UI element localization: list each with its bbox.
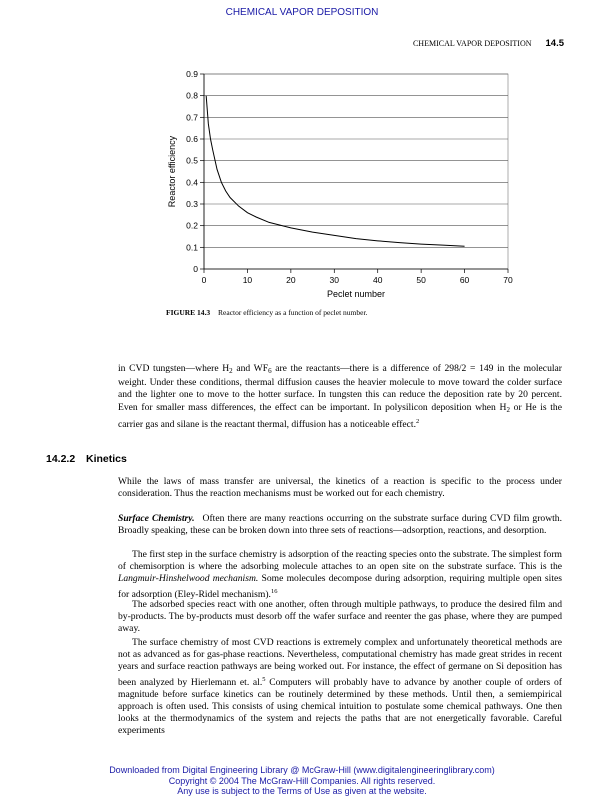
paragraph-kinetics-intro: While the laws of mass transfer are universal, the kinetics of a reaction is specific to the process under consideration. Thus the reaction mechanisms must be worked out for each chemistry. [118,476,562,500]
p6-text-b: Computers will probably have to advance by another couple of orders of magnitude before surface kinetics can be routinely determined by these methods. Until then, a semiempirical approach is often used. This consists of using chemical intuition to postulate some chemical pathways. One then looks at the thermodynamics of the system and rejects the paths that are not energetically favorable. Careful experiments [118,676,562,737]
paragraph-thermal-diffusion [118,363,562,431]
y-tick-label: 0 [193,264,198,274]
y-tick-label: 0.9 [186,69,198,79]
p3-text: Often there are many reactions occurring on the substrate surface during CVD film growth. Broadly speaking, these can be broken down into three sets of reactions—adsorption, reactions, and desorption. [118,513,562,537]
p1-text-d: or He is the carrier gas and silane is the reactant thermal, diffusion has a noticeable effect. [118,401,562,430]
y-tick-label: 0.2 [186,220,198,231]
running-head [413,38,564,49]
y-tick-label: 0.1 [186,242,198,253]
p1-text-a: in CVD tungsten—where H [118,363,230,374]
plot-frame [204,74,508,269]
copyright-footer[interactable] [0,765,604,797]
footer-line[interactable]: Any use is subject to the Terms of Use as given at the website. [177,786,427,796]
p6-text-a: The surface chemistry of most CVD reactions is extremely complex and unfortunately theoretical methods are not as advanced as for gas-phase reactions. Nevertheless, computational chemistry has made great strides in recent years and surface reaction pathways are being worked out. For instance, the effect of germane on Si deposition has been analyzed by Hierlemann et. al. [118,637,562,688]
y-tick-label: 0.8 [186,90,198,101]
x-axis-label: Peclet number [326,289,386,299]
p4-term: Langmuir-Hinshelwood mechanism. [118,573,259,585]
paragraph-adsorption [118,549,562,601]
y-tick-label: 0.4 [186,177,198,188]
footnote-ref[interactable]: 5 [262,675,266,683]
chart-labels [167,69,513,299]
section-number: 14.2.2 [46,453,76,465]
figure-label: FIGURE 14.3 [166,308,211,317]
chart-gridlines [204,74,508,269]
p4-text-b: Some molecules decompose during adsorption, requiring multiple open sites for adsorption (Eley-Ridel mechanism). [118,573,562,600]
y-tick-label: 0.6 [186,134,198,144]
p1-text-c: are the reactants—there is a difference of 298/2 = 149 in the molecular weight. Under these conditions, thermal diffusion causes the heavier molecule to move toward the colder surface and the lighter one to move to the hotter surface. In tungsten this can reduce the deposition rate by 20 percent. Even for smaller mass differences, the effect can be important. In polysilicon deposition when H [118,363,562,413]
runin-heading: Surface Chemistry. [118,513,195,524]
download-banner[interactable]: CHEMICAL VAPOR DEPOSITION [225,7,379,18]
paragraph-surface-chemistry [118,513,562,537]
x-tick-label: 70 [503,275,513,285]
x-tick-label: 40 [372,275,383,285]
x-tick-label: 20 [286,275,296,285]
section-heading [46,453,127,465]
chart-series [206,96,464,247]
footer-line[interactable]: Downloaded from Digital Engineering Library @ McGraw-Hill (www.digitalengineeringlibrary.com) [109,765,495,775]
paragraph-surface-complexity [118,637,562,738]
running-head-title: CHEMICAL VAPOR DEPOSITION [412,39,532,48]
footnote-ref[interactable]: 16 [270,587,278,595]
y-tick-label: 0.3 [186,199,198,209]
figure-caption-text: Reactor efficiency as a function of peclet number. [218,308,368,317]
p4-text-a: The first step in the surface chemistry is adsorption of the reacting species onto the substrate. The simplest form of chemisorption is where the adsorbing molecule attaches to an open site on the substrate surface. This is the [118,549,562,573]
p1-text-b: and WF [232,363,269,374]
y-axis-label: Reactor efficiency [167,135,177,208]
chart-axes [200,74,508,273]
p1-subscript: 2 [506,405,510,414]
page-number: 14.5 [545,38,564,49]
y-tick-label: 0.5 [186,155,198,166]
footnote-ref[interactable]: 2 [416,417,420,425]
paragraph-reactions: The adsorbed species react with one another, often through multiple pathways, to produce the desired film and by-products. The by-products must desorb off the wafer surface and reenter the gas phase, where they are pumped away. [118,599,562,635]
section-title: Kinetics [86,453,127,465]
x-tick-label: 60 [459,275,470,285]
x-tick-label: 50 [416,275,426,285]
figure-caption [166,308,367,317]
p1-subscript: 6 [268,367,272,375]
reactor-efficiency-chart [160,66,530,302]
x-tick-label: 10 [242,275,253,285]
series-line-reactor-efficiency [206,96,464,247]
x-tick-label: 30 [329,275,340,285]
p1-subscript: 2 [229,367,233,375]
y-tick-label: 0.7 [186,112,198,123]
footer-line[interactable]: Copyright © 2004 The McGraw-Hill Companies. All rights reserved. [168,775,436,786]
x-tick-label: 0 [201,275,207,285]
